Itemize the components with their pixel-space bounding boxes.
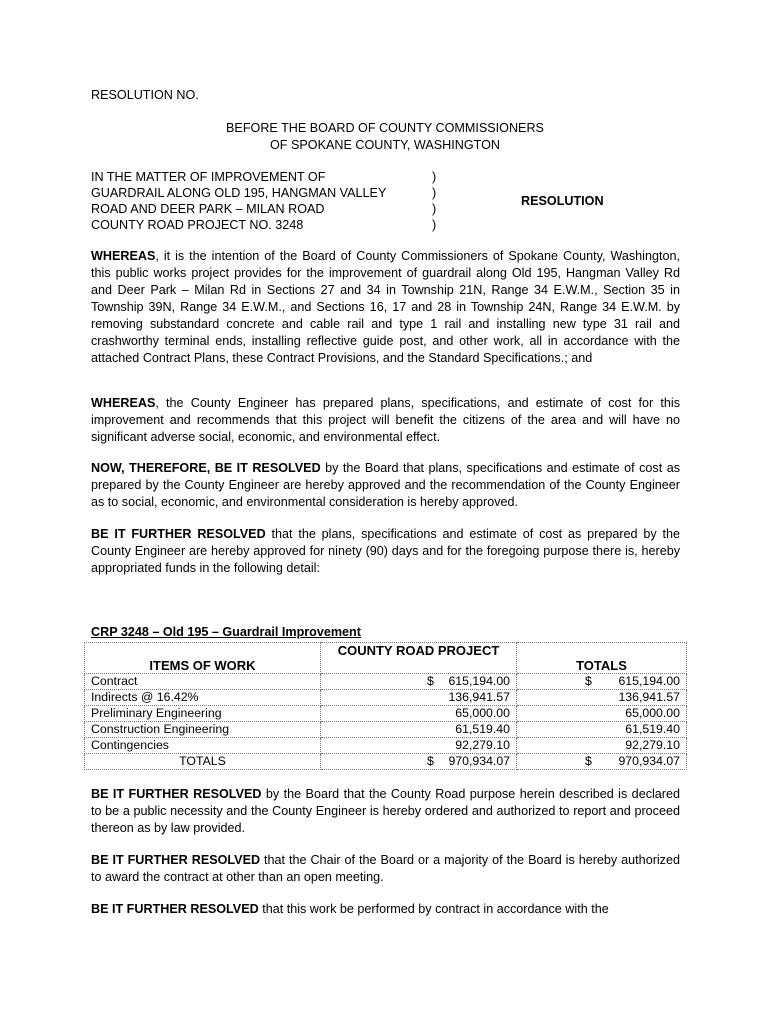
- total-amount: 615,194.00: [618, 674, 680, 688]
- header-county-road-project: COUNTY ROAD PROJECT: [321, 643, 517, 674]
- project-cell: [321, 674, 517, 690]
- project-amount: 92,279.10: [455, 738, 510, 752]
- project-amount: 136,941.57: [448, 690, 510, 704]
- currency-sign: $: [585, 674, 592, 688]
- matter-line: GUARDRAIL ALONG OLD 195, HANGMAN VALLEY: [91, 186, 387, 200]
- total-cell: [517, 706, 687, 722]
- paragraph-whereas-1: [91, 248, 680, 367]
- item-cell: Contingencies: [85, 738, 321, 754]
- paragraph-lead: BE IT FURTHER RESOLVED: [91, 527, 266, 541]
- total-cell: [517, 722, 687, 738]
- currency-sign: $: [427, 754, 434, 768]
- paragraph-lead: WHEREAS: [91, 396, 156, 410]
- total-cell: [517, 738, 687, 754]
- matter-line: IN THE MATTER OF IMPROVEMENT OF: [91, 170, 326, 184]
- paragraph-whereas-2: [91, 395, 680, 446]
- paragraph-further-resolved-1: [91, 526, 680, 577]
- paragraph-lead: BE IT FURTHER RESOLVED: [91, 902, 259, 916]
- caption-paren: ): [432, 218, 437, 232]
- paragraph-text: , the County Engineer has prepared plans, specifications, and estimate of cost for this improvement and recommends that this project will benefit the citizens of the area and will have no significant adverse social, economic, and environmental effect.: [91, 396, 680, 444]
- paragraph-text: , it is the intention of the Board of County Commissioners of Spokane County, Washington, this public works project provides for the improvement of guardrail along Old 195, Hangman Valley Rd and Deer Park – Milan Rd in Sections 27 and 34 in Township 21N, Range 34 E.W.M., Section 35 in Township 39N, Range 34 E.W.M., and Sections 16, 17 and 28 in Township 24N, Range 34 E.W.M. by removing substandard concrete and cable rail and type 1 rail and installing new type 31 rail and crashworthy terminal ends, installing reflective guide post, and other work, all in accordance with the attached Contract Plans, these Contract Provisions, and the Standard Specifications.; and: [91, 249, 680, 365]
- project-cell: [321, 738, 517, 754]
- paragraph-text: by the Board that the County Road purpose herein described is declared to be a public necessity and the County Engineer is hereby ordered and authorized to report and proceed thereon as by law provided.: [91, 787, 680, 835]
- project-cell: [321, 722, 517, 738]
- table-row: [85, 690, 687, 706]
- project-cell: [321, 706, 517, 722]
- total-amount: 92,279.10: [625, 738, 680, 752]
- paragraph-lead: NOW, THEREFORE, BE IT RESOLVED: [91, 461, 321, 475]
- project-cell: [321, 754, 517, 770]
- item-cell: Preliminary Engineering: [85, 706, 321, 722]
- caption-paren: ): [432, 170, 437, 184]
- paragraph-further-resolved-3: [91, 852, 680, 886]
- project-amount: 61,519.40: [455, 722, 510, 736]
- caption-paren: ): [432, 186, 437, 200]
- resolution-title: RESOLUTION: [521, 194, 604, 208]
- total-cell: [517, 754, 687, 770]
- paragraph-lead: WHEREAS: [91, 249, 156, 263]
- resolution-number: RESOLUTION NO.: [91, 88, 199, 102]
- paragraph-lead: BE IT FURTHER RESOLVED: [91, 787, 262, 801]
- currency-sign: $: [585, 754, 592, 768]
- paragraph-further-resolved-2: [91, 786, 680, 837]
- table-caption: CRP 3248 – Old 195 – Guardrail Improvement: [91, 625, 361, 639]
- item-cell: TOTALS: [85, 754, 321, 770]
- paragraph-text: by the Board that plans, specifications and estimate of cost as prepared by the County Engineer are hereby approved and the recommendation of the County Engineer as to social, economic, and environmental consideration is hereby approved.: [91, 461, 680, 509]
- paragraph-further-resolved-4: [91, 901, 680, 918]
- board-heading-line1: BEFORE THE BOARD OF COUNTY COMMISSIONERS: [226, 121, 544, 135]
- total-cell: [517, 674, 687, 690]
- item-cell: Contract: [85, 674, 321, 690]
- table-row: [85, 706, 687, 722]
- paragraph-lead: BE IT FURTHER RESOLVED: [91, 853, 261, 867]
- total-amount: 65,000.00: [625, 706, 680, 720]
- total-cell: [517, 690, 687, 706]
- header-items-of-work: ITEMS OF WORK: [85, 643, 321, 674]
- paragraph-text: that the Chair of the Board or a majority of the Board is hereby authorized to award the contract at other than an open meeting.: [91, 853, 680, 884]
- table-row: [85, 674, 687, 690]
- total-amount: 970,934.07: [618, 754, 680, 768]
- item-cell: Construction Engineering: [85, 722, 321, 738]
- table-row: [85, 722, 687, 738]
- header-totals: TOTALS: [517, 643, 687, 674]
- caption-paren: ): [432, 202, 437, 216]
- table-header-row: [85, 643, 687, 674]
- matter-line: ROAD AND DEER PARK – MILAN ROAD: [91, 202, 325, 216]
- matter-line: COUNTY ROAD PROJECT NO. 3248: [91, 218, 304, 232]
- table-totals-row: [85, 754, 687, 770]
- currency-sign: $: [427, 674, 434, 688]
- board-heading-line2: OF SPOKANE COUNTY, WASHINGTON: [270, 138, 500, 152]
- total-amount: 61,519.40: [625, 722, 680, 736]
- project-cell: [321, 690, 517, 706]
- paragraph-text: that this work be performed by contract in accordance with the: [258, 902, 609, 916]
- paragraph-text: that the plans, specifications and estimate of cost as prepared by the County Engineer are hereby approved for ninety (90) days and for the foregoing purpose there is, hereby appropriated funds in the following detail:: [91, 527, 680, 575]
- item-cell: Indirects @ 16.42%: [85, 690, 321, 706]
- project-amount: 970,934.07: [448, 754, 510, 768]
- total-amount: 136,941.57: [618, 690, 680, 704]
- paragraph-now-therefore: [91, 460, 680, 511]
- table-row: [85, 738, 687, 754]
- cost-table: [84, 642, 687, 770]
- project-amount: 615,194.00: [448, 674, 510, 688]
- project-amount: 65,000.00: [455, 706, 510, 720]
